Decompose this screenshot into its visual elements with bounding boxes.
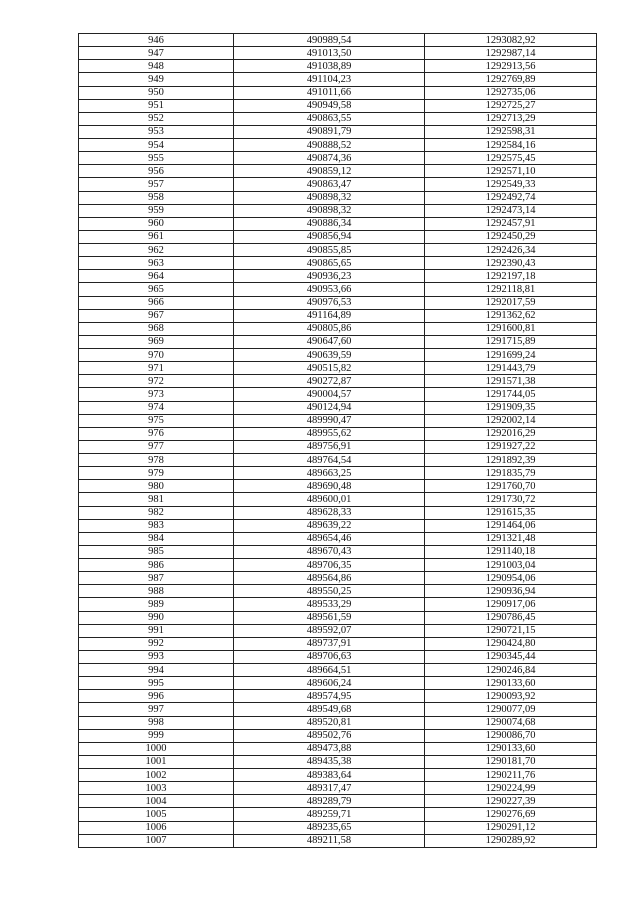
point-number-cell: 962 <box>79 244 234 257</box>
point-number-cell: 959 <box>79 204 234 217</box>
y-coordinate-cell: 1290345,44 <box>425 650 597 663</box>
point-number-cell: 976 <box>79 427 234 440</box>
y-coordinate-cell: 1292987,14 <box>425 47 597 60</box>
coordinates-table-body <box>79 34 597 848</box>
point-number-cell: 952 <box>79 112 234 125</box>
x-coordinate-cell: 489520,81 <box>234 716 425 729</box>
table-row <box>79 559 597 572</box>
point-number-cell: 991 <box>79 624 234 637</box>
point-number-cell: 971 <box>79 362 234 375</box>
y-coordinate-cell: 1290246,84 <box>425 664 597 677</box>
x-coordinate-cell: 489990,47 <box>234 414 425 427</box>
table-row <box>79 112 597 125</box>
y-coordinate-cell: 1290211,76 <box>425 769 597 782</box>
y-coordinate-cell: 1292725,27 <box>425 99 597 112</box>
x-coordinate-cell: 489690,48 <box>234 480 425 493</box>
x-coordinate-cell: 489764,54 <box>234 454 425 467</box>
table-row <box>79 480 597 493</box>
x-coordinate-cell: 490989,54 <box>234 34 425 47</box>
x-coordinate-cell: 490898,32 <box>234 204 425 217</box>
point-number-cell: 996 <box>79 690 234 703</box>
point-number-cell: 980 <box>79 480 234 493</box>
point-number-cell: 988 <box>79 585 234 598</box>
point-number-cell: 987 <box>79 572 234 585</box>
point-number-cell: 954 <box>79 139 234 152</box>
x-coordinate-cell: 490898,32 <box>234 191 425 204</box>
point-number-cell: 961 <box>79 230 234 243</box>
table-row <box>79 60 597 73</box>
point-number-cell: 975 <box>79 414 234 427</box>
table-row <box>79 467 597 480</box>
table-row <box>79 362 597 375</box>
y-coordinate-cell: 1290291,12 <box>425 821 597 834</box>
x-coordinate-cell: 489756,91 <box>234 440 425 453</box>
y-coordinate-cell: 1290424,80 <box>425 637 597 650</box>
table-row <box>79 204 597 217</box>
point-number-cell: 992 <box>79 637 234 650</box>
point-number-cell: 1006 <box>79 821 234 834</box>
table-row <box>79 178 597 191</box>
point-number-cell: 947 <box>79 47 234 60</box>
y-coordinate-cell: 1292492,74 <box>425 191 597 204</box>
y-coordinate-cell: 1292118,81 <box>425 283 597 296</box>
table-row <box>79 283 597 296</box>
x-coordinate-cell: 489574,95 <box>234 690 425 703</box>
x-coordinate-cell: 491164,89 <box>234 309 425 322</box>
x-coordinate-cell: 489211,58 <box>234 834 425 847</box>
x-coordinate-cell: 489502,76 <box>234 729 425 742</box>
y-coordinate-cell: 1292450,29 <box>425 230 597 243</box>
table-row <box>79 257 597 270</box>
point-number-cell: 1007 <box>79 834 234 847</box>
y-coordinate-cell: 1291571,38 <box>425 375 597 388</box>
y-coordinate-cell: 1292584,16 <box>425 139 597 152</box>
table-row <box>79 270 597 283</box>
x-coordinate-cell: 489592,07 <box>234 624 425 637</box>
x-coordinate-cell: 490272,87 <box>234 375 425 388</box>
y-coordinate-cell: 1292017,59 <box>425 296 597 309</box>
y-coordinate-cell: 1290276,69 <box>425 808 597 821</box>
point-number-cell: 957 <box>79 178 234 191</box>
table-row <box>79 454 597 467</box>
y-coordinate-cell: 1291909,35 <box>425 401 597 414</box>
x-coordinate-cell: 489473,88 <box>234 742 425 755</box>
y-coordinate-cell: 1291760,70 <box>425 480 597 493</box>
x-coordinate-cell: 489600,01 <box>234 493 425 506</box>
y-coordinate-cell: 1292390,43 <box>425 257 597 270</box>
x-coordinate-cell: 489639,22 <box>234 519 425 532</box>
x-coordinate-cell: 489706,63 <box>234 650 425 663</box>
x-coordinate-cell: 490936,23 <box>234 270 425 283</box>
table-row <box>79 506 597 519</box>
point-number-cell: 999 <box>79 729 234 742</box>
y-coordinate-cell: 1292016,29 <box>425 427 597 440</box>
y-coordinate-cell: 1290074,68 <box>425 716 597 729</box>
y-coordinate-cell: 1291443,79 <box>425 362 597 375</box>
y-coordinate-cell: 1290093,92 <box>425 690 597 703</box>
point-number-cell: 1004 <box>79 795 234 808</box>
y-coordinate-cell: 1290786,45 <box>425 611 597 624</box>
x-coordinate-cell: 490859,12 <box>234 165 425 178</box>
table-row <box>79 519 597 532</box>
point-number-cell: 956 <box>79 165 234 178</box>
table-row <box>79 165 597 178</box>
y-coordinate-cell: 1292769,89 <box>425 73 597 86</box>
x-coordinate-cell: 490855,85 <box>234 244 425 257</box>
point-number-cell: 982 <box>79 506 234 519</box>
point-number-cell: 967 <box>79 309 234 322</box>
point-number-cell: 948 <box>79 60 234 73</box>
table-row <box>79 440 597 453</box>
y-coordinate-cell: 1293082,92 <box>425 34 597 47</box>
point-number-cell: 960 <box>79 217 234 230</box>
table-row <box>79 375 597 388</box>
table-row <box>79 73 597 86</box>
point-number-cell: 977 <box>79 440 234 453</box>
point-number-cell: 1001 <box>79 755 234 768</box>
x-coordinate-cell: 489259,71 <box>234 808 425 821</box>
table-row <box>79 834 597 847</box>
table-row <box>79 125 597 138</box>
y-coordinate-cell: 1291730,72 <box>425 493 597 506</box>
point-number-cell: 979 <box>79 467 234 480</box>
y-coordinate-cell: 1291362,62 <box>425 309 597 322</box>
y-coordinate-cell: 1291615,35 <box>425 506 597 519</box>
x-coordinate-cell: 489737,91 <box>234 637 425 650</box>
y-coordinate-cell: 1291699,24 <box>425 349 597 362</box>
table-row <box>79 230 597 243</box>
table-row <box>79 690 597 703</box>
y-coordinate-cell: 1292426,34 <box>425 244 597 257</box>
y-coordinate-cell: 1292197,18 <box>425 270 597 283</box>
point-number-cell: 1003 <box>79 782 234 795</box>
y-coordinate-cell: 1290086,70 <box>425 729 597 742</box>
table-row <box>79 545 597 558</box>
point-number-cell: 963 <box>79 257 234 270</box>
y-coordinate-cell: 1292457,91 <box>425 217 597 230</box>
table-row <box>79 808 597 821</box>
y-coordinate-cell: 1290227,39 <box>425 795 597 808</box>
table-row <box>79 729 597 742</box>
table-row <box>79 611 597 624</box>
table-row <box>79 309 597 322</box>
y-coordinate-cell: 1291140,18 <box>425 545 597 558</box>
x-coordinate-cell: 489289,79 <box>234 795 425 808</box>
table-row <box>79 493 597 506</box>
point-number-cell: 973 <box>79 388 234 401</box>
table-row <box>79 191 597 204</box>
y-coordinate-cell: 1292713,29 <box>425 112 597 125</box>
x-coordinate-cell: 489317,47 <box>234 782 425 795</box>
y-coordinate-cell: 1291835,79 <box>425 467 597 480</box>
x-coordinate-cell: 490856,94 <box>234 230 425 243</box>
y-coordinate-cell: 1290936,94 <box>425 585 597 598</box>
table-row <box>79 414 597 427</box>
x-coordinate-cell: 490865,65 <box>234 257 425 270</box>
x-coordinate-cell: 489549,68 <box>234 703 425 716</box>
x-coordinate-cell: 489663,25 <box>234 467 425 480</box>
table-row <box>79 769 597 782</box>
x-coordinate-cell: 490515,82 <box>234 362 425 375</box>
table-row <box>79 427 597 440</box>
table-row <box>79 296 597 309</box>
y-coordinate-cell: 1291715,89 <box>425 335 597 348</box>
table-row <box>79 637 597 650</box>
y-coordinate-cell: 1291003,04 <box>425 559 597 572</box>
x-coordinate-cell: 490863,47 <box>234 178 425 191</box>
point-number-cell: 997 <box>79 703 234 716</box>
y-coordinate-cell: 1291744,05 <box>425 388 597 401</box>
table-row <box>79 335 597 348</box>
y-coordinate-cell: 1290133,60 <box>425 677 597 690</box>
x-coordinate-cell: 489550,25 <box>234 585 425 598</box>
point-number-cell: 985 <box>79 545 234 558</box>
point-number-cell: 949 <box>79 73 234 86</box>
x-coordinate-cell: 490863,55 <box>234 112 425 125</box>
table-row <box>79 782 597 795</box>
x-coordinate-cell: 490891,79 <box>234 125 425 138</box>
point-number-cell: 969 <box>79 335 234 348</box>
point-number-cell: 950 <box>79 86 234 99</box>
table-row <box>79 821 597 834</box>
table-row <box>79 349 597 362</box>
table-row <box>79 47 597 60</box>
y-coordinate-cell: 1292913,56 <box>425 60 597 73</box>
point-number-cell: 953 <box>79 125 234 138</box>
coordinates-table <box>78 33 597 848</box>
y-coordinate-cell: 1291927,22 <box>425 440 597 453</box>
x-coordinate-cell: 489606,24 <box>234 677 425 690</box>
point-number-cell: 983 <box>79 519 234 532</box>
point-number-cell: 990 <box>79 611 234 624</box>
table-row <box>79 139 597 152</box>
y-coordinate-cell: 1292473,14 <box>425 204 597 217</box>
point-number-cell: 978 <box>79 454 234 467</box>
x-coordinate-cell: 489706,35 <box>234 559 425 572</box>
point-number-cell: 994 <box>79 664 234 677</box>
x-coordinate-cell: 489564,86 <box>234 572 425 585</box>
x-coordinate-cell: 489235,65 <box>234 821 425 834</box>
x-coordinate-cell: 489561,59 <box>234 611 425 624</box>
x-coordinate-cell: 490639,59 <box>234 349 425 362</box>
table-row <box>79 532 597 545</box>
table-row <box>79 742 597 755</box>
point-number-cell: 998 <box>79 716 234 729</box>
y-coordinate-cell: 1290181,70 <box>425 755 597 768</box>
point-number-cell: 1005 <box>79 808 234 821</box>
y-coordinate-cell: 1292575,45 <box>425 152 597 165</box>
point-number-cell: 946 <box>79 34 234 47</box>
table-row <box>79 624 597 637</box>
y-coordinate-cell: 1291321,48 <box>425 532 597 545</box>
y-coordinate-cell: 1292735,06 <box>425 86 597 99</box>
y-coordinate-cell: 1290077,09 <box>425 703 597 716</box>
x-coordinate-cell: 490976,53 <box>234 296 425 309</box>
point-number-cell: 981 <box>79 493 234 506</box>
point-number-cell: 951 <box>79 99 234 112</box>
table-row <box>79 677 597 690</box>
table-row <box>79 244 597 257</box>
y-coordinate-cell: 1291464,06 <box>425 519 597 532</box>
x-coordinate-cell: 491013,50 <box>234 47 425 60</box>
x-coordinate-cell: 491011,66 <box>234 86 425 99</box>
point-number-cell: 964 <box>79 270 234 283</box>
x-coordinate-cell: 489654,46 <box>234 532 425 545</box>
x-coordinate-cell: 489383,64 <box>234 769 425 782</box>
point-number-cell: 968 <box>79 322 234 335</box>
y-coordinate-cell: 1290954,06 <box>425 572 597 585</box>
table-row <box>79 598 597 611</box>
x-coordinate-cell: 489664,51 <box>234 664 425 677</box>
table-row <box>79 34 597 47</box>
table-row <box>79 703 597 716</box>
table-row <box>79 755 597 768</box>
point-number-cell: 970 <box>79 349 234 362</box>
x-coordinate-cell: 491038,89 <box>234 60 425 73</box>
point-number-cell: 972 <box>79 375 234 388</box>
x-coordinate-cell: 490647,60 <box>234 335 425 348</box>
y-coordinate-cell: 1292002,14 <box>425 414 597 427</box>
x-coordinate-cell: 489435,38 <box>234 755 425 768</box>
table-row <box>79 217 597 230</box>
y-coordinate-cell: 1290917,06 <box>425 598 597 611</box>
y-coordinate-cell: 1291892,39 <box>425 454 597 467</box>
point-number-cell: 986 <box>79 559 234 572</box>
point-number-cell: 958 <box>79 191 234 204</box>
x-coordinate-cell: 490888,52 <box>234 139 425 152</box>
x-coordinate-cell: 490124,94 <box>234 401 425 414</box>
point-number-cell: 1002 <box>79 769 234 782</box>
x-coordinate-cell: 491104,23 <box>234 73 425 86</box>
table-row <box>79 322 597 335</box>
x-coordinate-cell: 490949,58 <box>234 99 425 112</box>
table-row <box>79 795 597 808</box>
y-coordinate-cell: 1290224,99 <box>425 782 597 795</box>
table-row <box>79 664 597 677</box>
point-number-cell: 955 <box>79 152 234 165</box>
point-number-cell: 1000 <box>79 742 234 755</box>
table-row <box>79 716 597 729</box>
point-number-cell: 966 <box>79 296 234 309</box>
table-row <box>79 572 597 585</box>
table-row <box>79 152 597 165</box>
x-coordinate-cell: 490953,66 <box>234 283 425 296</box>
y-coordinate-cell: 1290721,15 <box>425 624 597 637</box>
y-coordinate-cell: 1291600,81 <box>425 322 597 335</box>
x-coordinate-cell: 489955,62 <box>234 427 425 440</box>
y-coordinate-cell: 1292598,31 <box>425 125 597 138</box>
point-number-cell: 989 <box>79 598 234 611</box>
table-row <box>79 585 597 598</box>
x-coordinate-cell: 489670,43 <box>234 545 425 558</box>
point-number-cell: 995 <box>79 677 234 690</box>
x-coordinate-cell: 490805,86 <box>234 322 425 335</box>
y-coordinate-cell: 1290289,92 <box>425 834 597 847</box>
x-coordinate-cell: 489533,29 <box>234 598 425 611</box>
y-coordinate-cell: 1290133,60 <box>425 742 597 755</box>
x-coordinate-cell: 489628,33 <box>234 506 425 519</box>
table-row <box>79 388 597 401</box>
point-number-cell: 974 <box>79 401 234 414</box>
table-row <box>79 401 597 414</box>
y-coordinate-cell: 1292571,10 <box>425 165 597 178</box>
x-coordinate-cell: 490004,57 <box>234 388 425 401</box>
table-row <box>79 650 597 663</box>
point-number-cell: 993 <box>79 650 234 663</box>
y-coordinate-cell: 1292549,33 <box>425 178 597 191</box>
table-row <box>79 86 597 99</box>
point-number-cell: 984 <box>79 532 234 545</box>
point-number-cell: 965 <box>79 283 234 296</box>
x-coordinate-cell: 490874,36 <box>234 152 425 165</box>
table-row <box>79 99 597 112</box>
x-coordinate-cell: 490886,34 <box>234 217 425 230</box>
